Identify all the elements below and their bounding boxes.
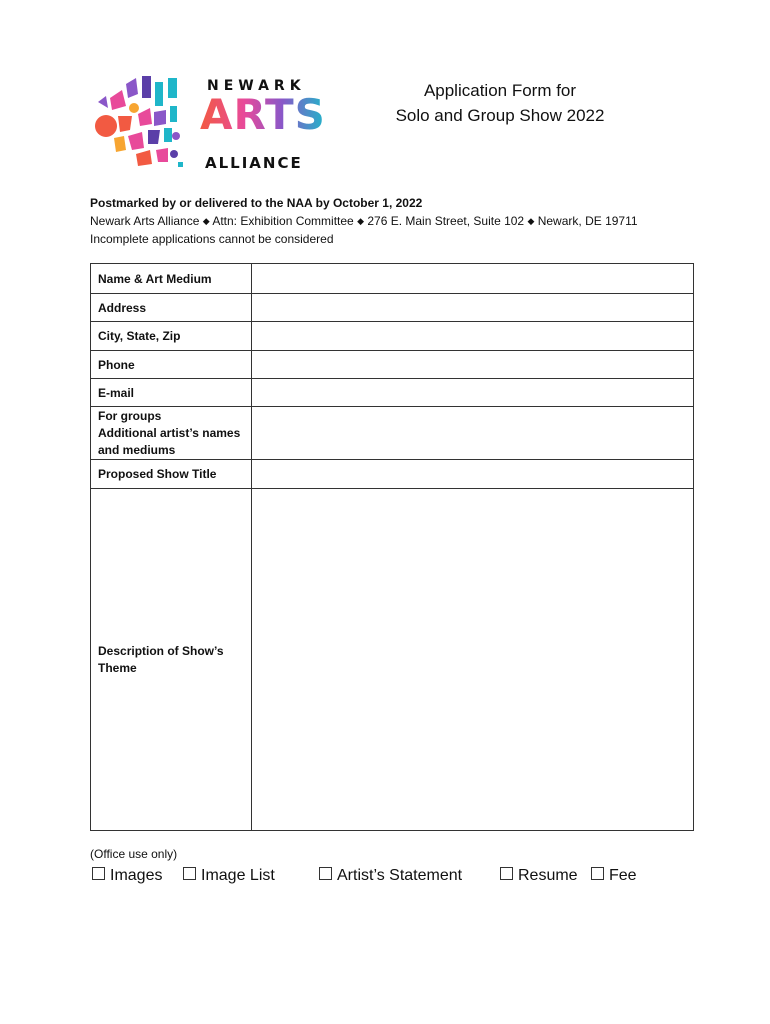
field-input-phone[interactable] — [252, 351, 694, 379]
office-check-image-list[interactable] — [183, 867, 275, 885]
separator-diamond-icon: ◆ — [202, 216, 210, 226]
form-row-group-artists — [91, 407, 694, 460]
field-label-group-artists — [91, 407, 252, 460]
office-check-artist-statement[interactable] — [319, 867, 462, 885]
field-label-description — [91, 489, 252, 831]
checkbox-icon[interactable] — [183, 867, 196, 880]
form-row-name — [91, 264, 694, 294]
field-label-name: Name & Art Medium — [91, 264, 252, 294]
checkbox-icon[interactable] — [319, 867, 332, 880]
separator-diamond-icon: ◆ — [527, 216, 535, 226]
field-input-email[interactable] — [252, 379, 694, 407]
group-label-line-2: Additional artist’s names — [98, 425, 241, 440]
submission-info — [90, 194, 638, 248]
checkbox-icon[interactable] — [92, 867, 105, 880]
checkbox-icon[interactable] — [591, 867, 604, 880]
check-label-image-list: Image List — [201, 867, 275, 884]
description-label-line-1: Description of Show’s — [98, 643, 224, 658]
application-form-table — [90, 263, 694, 831]
form-row-description — [91, 489, 694, 831]
field-label-address: Address — [91, 294, 252, 322]
logo-alliance-text: ALLIANCE — [205, 154, 303, 172]
field-input-address[interactable] — [252, 294, 694, 322]
field-input-city[interactable] — [252, 322, 694, 351]
check-label-images: Images — [110, 867, 163, 884]
office-check-resume[interactable] — [500, 867, 578, 885]
check-label-artist-statement: Artist’s Statement — [337, 867, 463, 884]
newark-arts-alliance-logo — [92, 72, 326, 178]
field-input-description[interactable] — [252, 489, 694, 831]
check-label-fee: Fee — [609, 867, 637, 884]
group-label-line-1: For groups — [98, 408, 162, 423]
form-row-phone — [91, 351, 694, 379]
check-label-resume: Resume — [518, 867, 578, 884]
deadline-text: Postmarked by or delivered to the NAA by October 1, 2022 — [90, 196, 423, 210]
field-input-name[interactable] — [252, 264, 694, 294]
field-label-show-title: Proposed Show Title — [91, 460, 252, 489]
address-street: 276 E. Main Street, Suite 102 — [367, 214, 525, 228]
mailing-address — [90, 212, 638, 230]
form-row-show-title — [91, 460, 694, 489]
form-title — [360, 78, 640, 128]
title-line-1: Application Form for — [423, 81, 577, 100]
description-label-line-2: Theme — [98, 660, 137, 675]
separator-diamond-icon: ◆ — [357, 216, 364, 226]
form-row-city — [91, 322, 694, 351]
address-attn: Attn: Exhibition Committee — [212, 214, 354, 228]
field-input-show-title[interactable] — [252, 460, 694, 489]
field-input-group-artists[interactable] — [252, 407, 694, 460]
logo-newark-text: NEWARK — [207, 78, 306, 94]
checkbox-icon[interactable] — [500, 867, 513, 880]
field-label-email: E-mail — [91, 379, 252, 407]
logo-arts-text: ARTS — [200, 90, 326, 139]
office-use-label: (Office use only) — [90, 847, 178, 861]
title-line-2: Solo and Group Show 2022 — [395, 106, 605, 125]
form-row-email — [91, 379, 694, 407]
form-row-address — [91, 294, 694, 322]
address-org: Newark Arts Alliance — [90, 214, 200, 228]
field-label-city: City, State, Zip — [91, 322, 252, 351]
incomplete-note: Incomplete applications cannot be considered — [90, 232, 334, 246]
address-city: Newark, DE 19711 — [537, 214, 638, 228]
field-label-phone: Phone — [91, 351, 252, 379]
office-check-images[interactable] — [92, 867, 162, 885]
logo-mosaic-icon — [92, 72, 202, 178]
group-label-line-3: and mediums — [98, 442, 176, 457]
office-check-fee[interactable] — [591, 867, 637, 885]
